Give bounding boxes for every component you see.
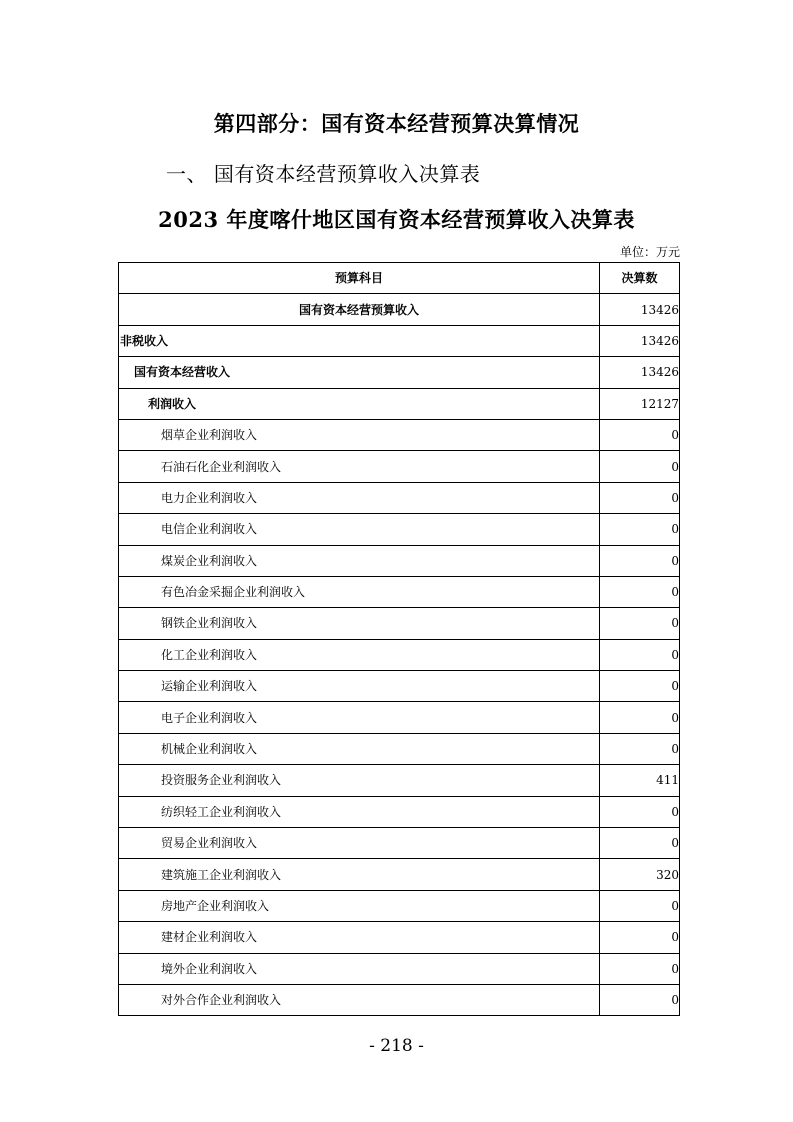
table-row <box>119 514 680 545</box>
budget-subject-cell: 机械企业利润收入 <box>119 733 600 764</box>
budget-subject-cell: 建材企业利润收入 <box>119 922 600 953</box>
budget-subject-cell: 电力企业利润收入 <box>119 482 600 513</box>
budget-subject-cell: 国有资本经营预算收入 <box>119 294 600 325</box>
final-amount-cell: 0 <box>600 482 680 513</box>
table-row <box>119 953 680 984</box>
table-row <box>119 419 680 450</box>
table-row <box>119 388 680 419</box>
budget-subject-cell: 电子企业利润收入 <box>119 702 600 733</box>
budget-subject-cell: 钢铁企业利润收入 <box>119 608 600 639</box>
final-amount-cell: 0 <box>600 576 680 607</box>
section-title: 一、 国有资本经营预算收入决算表 <box>166 162 481 186</box>
table-row <box>119 357 680 388</box>
budget-subject-cell: 境外企业利润收入 <box>119 953 600 984</box>
budget-subject-cell: 烟草企业利润收入 <box>119 419 600 450</box>
table-row <box>119 765 680 796</box>
header-final-amount: 决算数 <box>600 263 680 294</box>
table-row <box>119 294 680 325</box>
budget-subject-cell: 石油石化企业利润收入 <box>119 451 600 482</box>
final-amount-cell: 13426 <box>600 294 680 325</box>
budget-subject-cell: 建筑施工企业利润收入 <box>119 859 600 890</box>
final-amount-cell: 0 <box>600 451 680 482</box>
table-row <box>119 482 680 513</box>
header-budget-subject: 预算科目 <box>119 263 600 294</box>
unit-label: 单位：万元 <box>619 245 680 259</box>
table-row <box>119 859 680 890</box>
final-amount-cell: 320 <box>600 859 680 890</box>
budget-subject-cell: 非税收入 <box>119 325 600 356</box>
final-amount-cell: 0 <box>600 922 680 953</box>
final-amount-cell: 0 <box>600 545 680 576</box>
budget-subject-cell: 煤炭企业利润收入 <box>119 545 600 576</box>
budget-subject-cell: 贸易企业利润收入 <box>119 828 600 859</box>
table-row <box>119 639 680 670</box>
budget-subject-cell: 电信企业利润收入 <box>119 514 600 545</box>
final-amount-cell: 0 <box>600 639 680 670</box>
final-amount-cell: 0 <box>600 514 680 545</box>
final-amount-cell: 0 <box>600 828 680 859</box>
final-amount-cell: 13426 <box>600 325 680 356</box>
table-row <box>119 984 680 1015</box>
final-amount-cell: 0 <box>600 953 680 984</box>
budget-subject-cell: 国有资本经营收入 <box>119 357 600 388</box>
final-amount-cell: 0 <box>600 702 680 733</box>
table-row <box>119 671 680 702</box>
budget-subject-cell: 房地产企业利润收入 <box>119 890 600 921</box>
page-number: - 218 - <box>369 1036 424 1056</box>
budget-subject-cell: 利润收入 <box>119 388 600 419</box>
table-row <box>119 733 680 764</box>
final-amount-cell: 0 <box>600 890 680 921</box>
table-row <box>119 828 680 859</box>
table-row <box>119 325 680 356</box>
final-amount-cell: 12127 <box>600 388 680 419</box>
final-amount-cell: 0 <box>600 984 680 1015</box>
budget-subject-cell: 纺织轻工企业利润收入 <box>119 796 600 827</box>
table-row <box>119 608 680 639</box>
budget-subject-cell: 有色冶金采掘企业利润收入 <box>119 576 600 607</box>
part-title: 第四部分：国有资本经营预算决算情况 <box>213 111 580 136</box>
final-amount-cell: 0 <box>600 419 680 450</box>
table-row <box>119 702 680 733</box>
budget-subject-cell: 化工企业利润收入 <box>119 639 600 670</box>
table-row <box>119 451 680 482</box>
budget-table <box>118 262 680 1016</box>
table-row <box>119 576 680 607</box>
table-row <box>119 922 680 953</box>
table-body <box>119 294 680 1016</box>
table-row <box>119 796 680 827</box>
budget-subject-cell: 运输企业利润收入 <box>119 671 600 702</box>
final-amount-cell: 13426 <box>600 357 680 388</box>
final-amount-cell: 0 <box>600 733 680 764</box>
budget-subject-cell: 对外合作企业利润收入 <box>119 984 600 1015</box>
table-title: 2023 年度喀什地区国有资本经营预算收入决算表 <box>158 207 635 232</box>
final-amount-cell: 0 <box>600 796 680 827</box>
final-amount-cell: 0 <box>600 608 680 639</box>
final-amount-cell: 0 <box>600 671 680 702</box>
final-amount-cell: 411 <box>600 765 680 796</box>
table-header-row <box>119 263 680 294</box>
budget-subject-cell: 投资服务企业利润收入 <box>119 765 600 796</box>
table-row <box>119 890 680 921</box>
table-row <box>119 545 680 576</box>
